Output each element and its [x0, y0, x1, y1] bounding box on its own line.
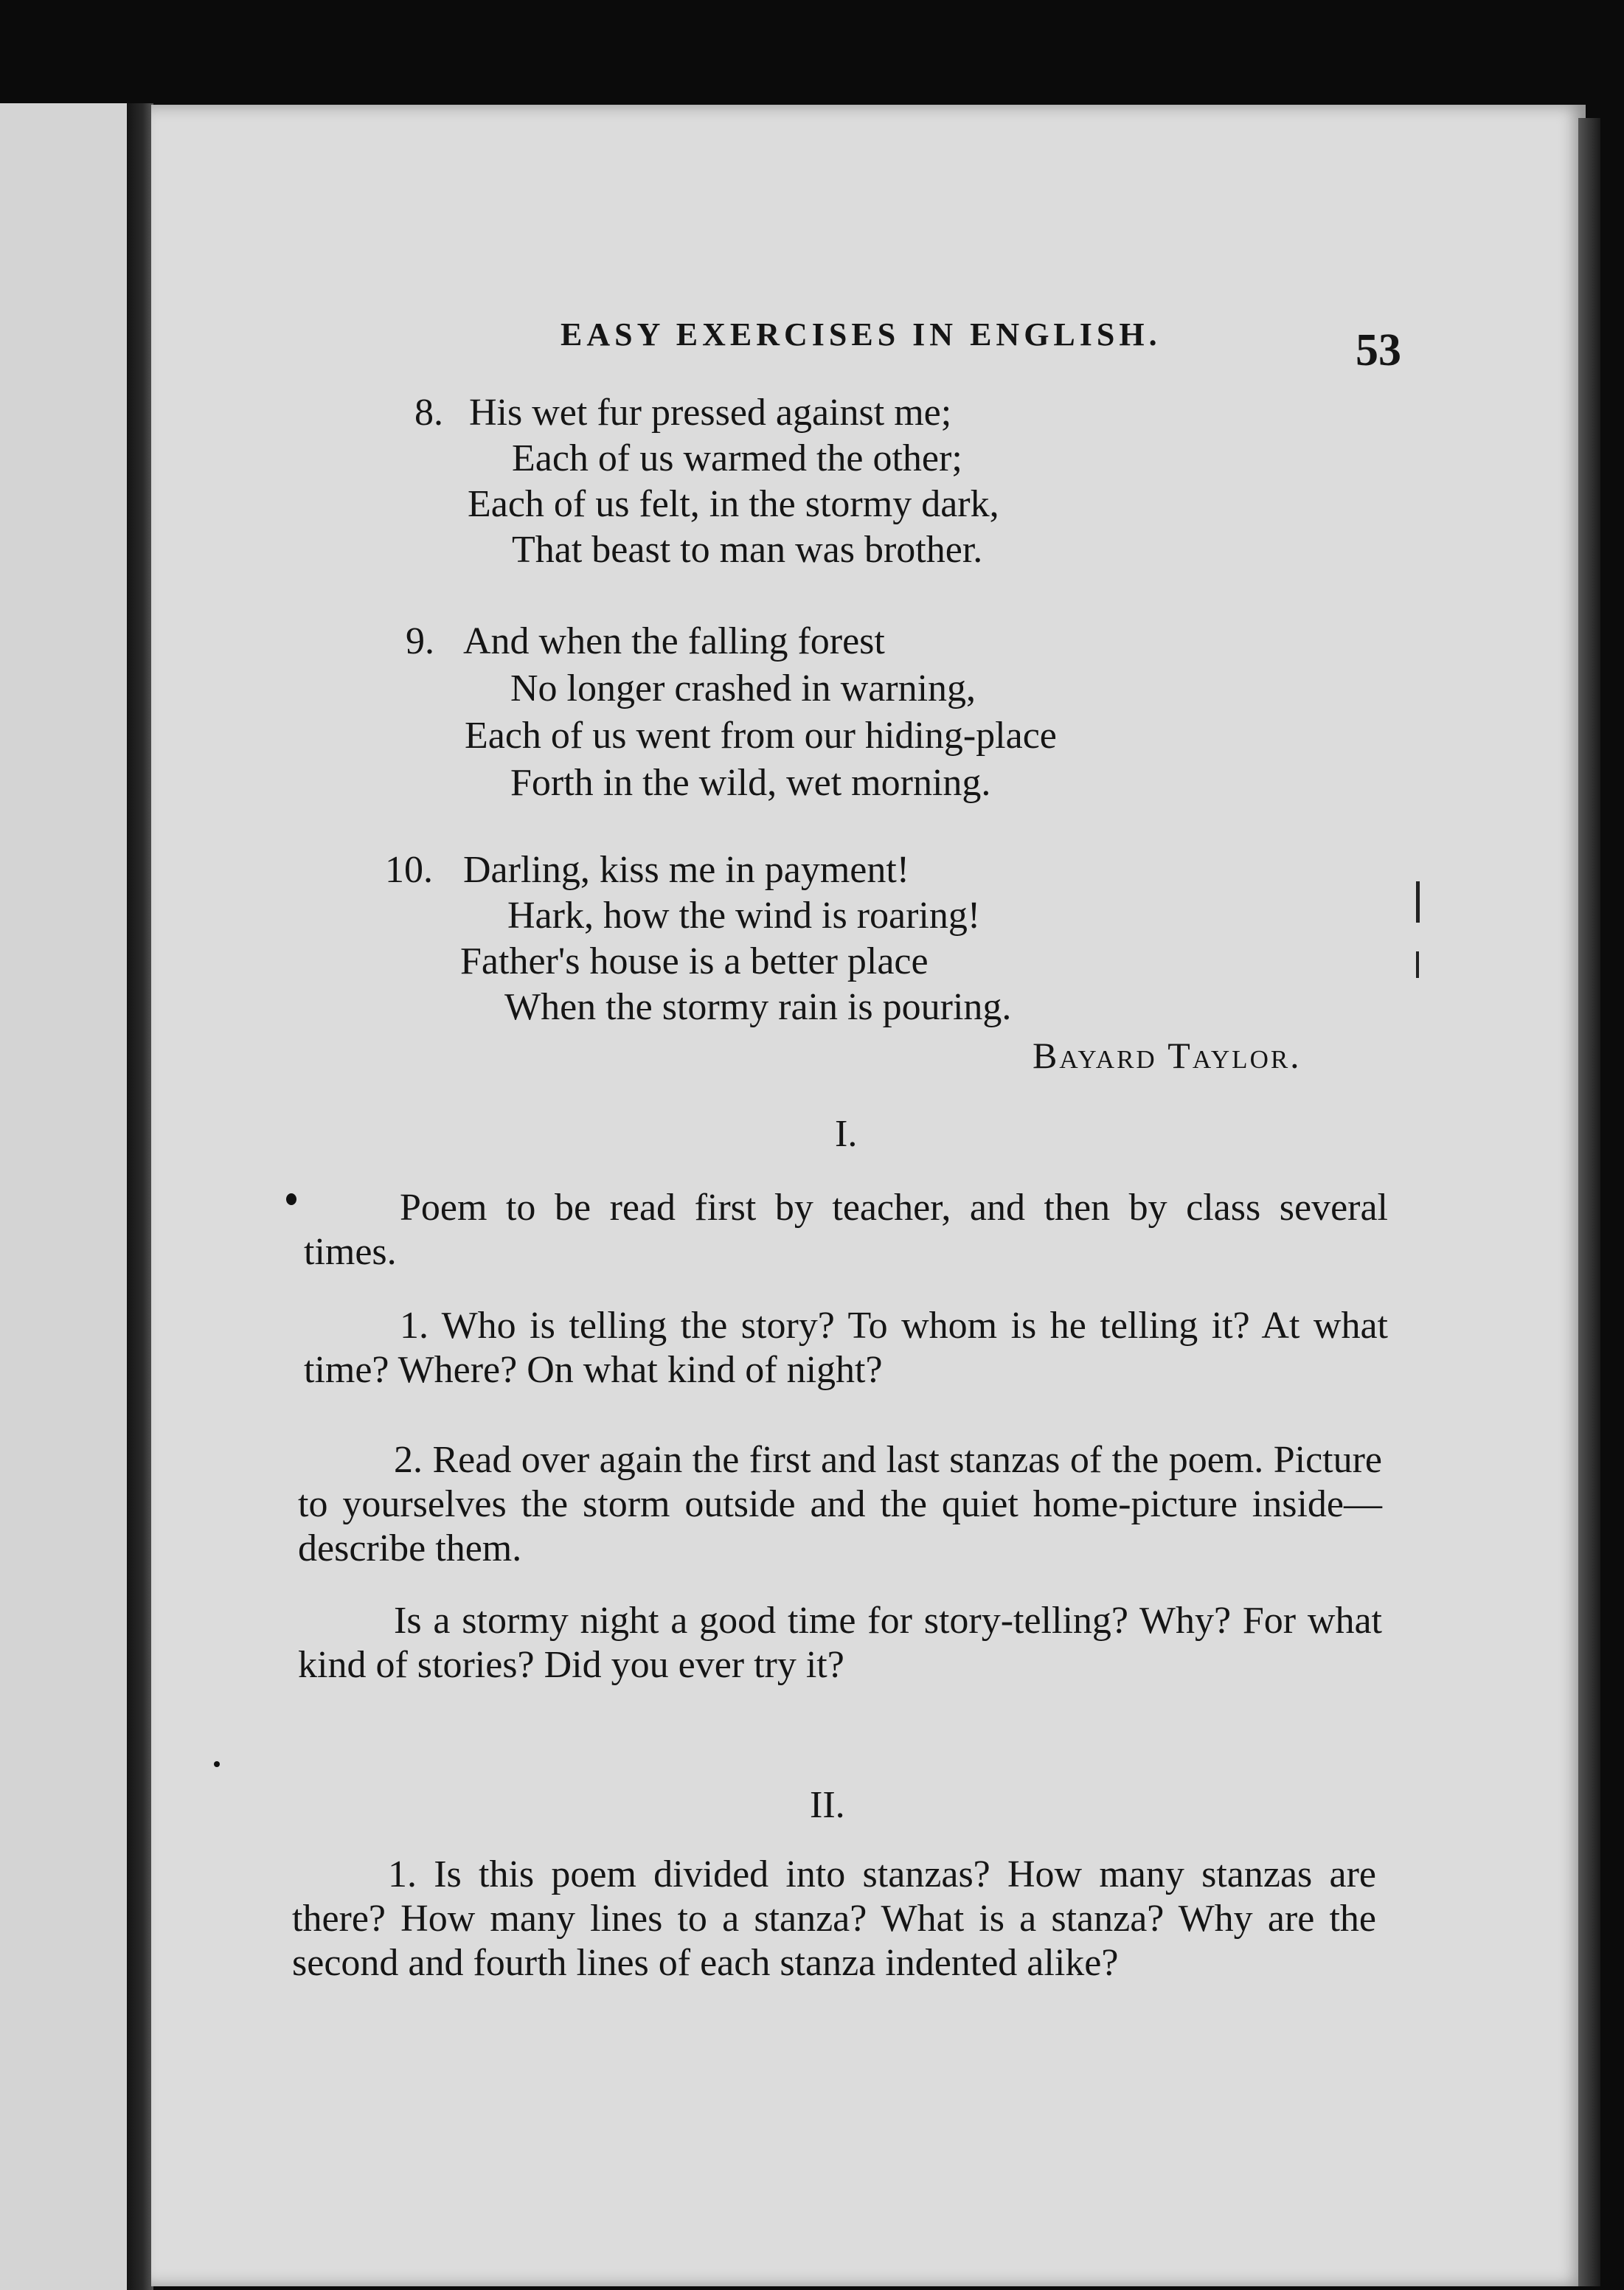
section-heading: II.	[810, 1784, 845, 1826]
page-edge-shadow	[1578, 118, 1600, 2286]
section-heading: I.	[835, 1113, 858, 1155]
poem-line: His wet fur pressed against me;	[469, 392, 952, 434]
page-number: 53	[1356, 325, 1401, 375]
poem-author: Bayard Taylor.	[1033, 1035, 1302, 1076]
exercise-question: 2. Read over again the first and last stanzas of the poem. Picture to yourselves the storm outside and the quiet home-picture inside—describe them.	[298, 1439, 1382, 1569]
ink-speck	[286, 1193, 296, 1205]
poem-line: No longer crashed in warning,	[510, 667, 976, 709]
poem-line: Each of us went from our hiding-place	[465, 715, 1057, 757]
stanza-number: 8.	[414, 392, 443, 434]
running-head: EASY EXERCISES IN ENGLISH.	[561, 316, 1162, 353]
exercise-question: 1. Who is telling the story? To whom is he telling it? At what time? Where? On what kind of night?	[304, 1305, 1388, 1391]
exercise-question: Is a stormy night a good time for story-telling? Why? For what kind of stories? Did you ever try it?	[298, 1600, 1382, 1686]
poem-line: Each of us warmed the other;	[512, 437, 962, 479]
facing-page-edge	[0, 103, 127, 2290]
poem-line: And when the falling forest	[463, 620, 885, 662]
exercise-question: 1. Is this poem divided into stanzas? How many stanzas are there? How many lines to a stanza? What is a stanza? Why are the second and fourth lines of each stanza indented alike?	[292, 1853, 1376, 1984]
margin-mark	[1416, 951, 1419, 978]
poem-line: Darling, kiss me in payment!	[463, 849, 910, 891]
book-spine	[127, 103, 153, 2290]
poem-line: When the stormy rain is pouring.	[504, 986, 1012, 1028]
poem-line: Each of us felt, in the stormy dark,	[468, 483, 999, 525]
poem-line: Father's house is a better place	[460, 940, 929, 982]
poem-line: Forth in the wild, wet morning.	[510, 762, 991, 804]
margin-mark	[1416, 881, 1420, 923]
ink-speck	[214, 1761, 220, 1767]
exercise-intro: Poem to be read first by teacher, and then by class several times.	[304, 1187, 1388, 1273]
poem-line: Hark, how the wind is roaring!	[507, 895, 981, 937]
stanza-number: 10.	[385, 849, 433, 891]
poem-line: That beast to man was brother.	[512, 529, 983, 571]
stanza-number: 9.	[406, 620, 434, 662]
